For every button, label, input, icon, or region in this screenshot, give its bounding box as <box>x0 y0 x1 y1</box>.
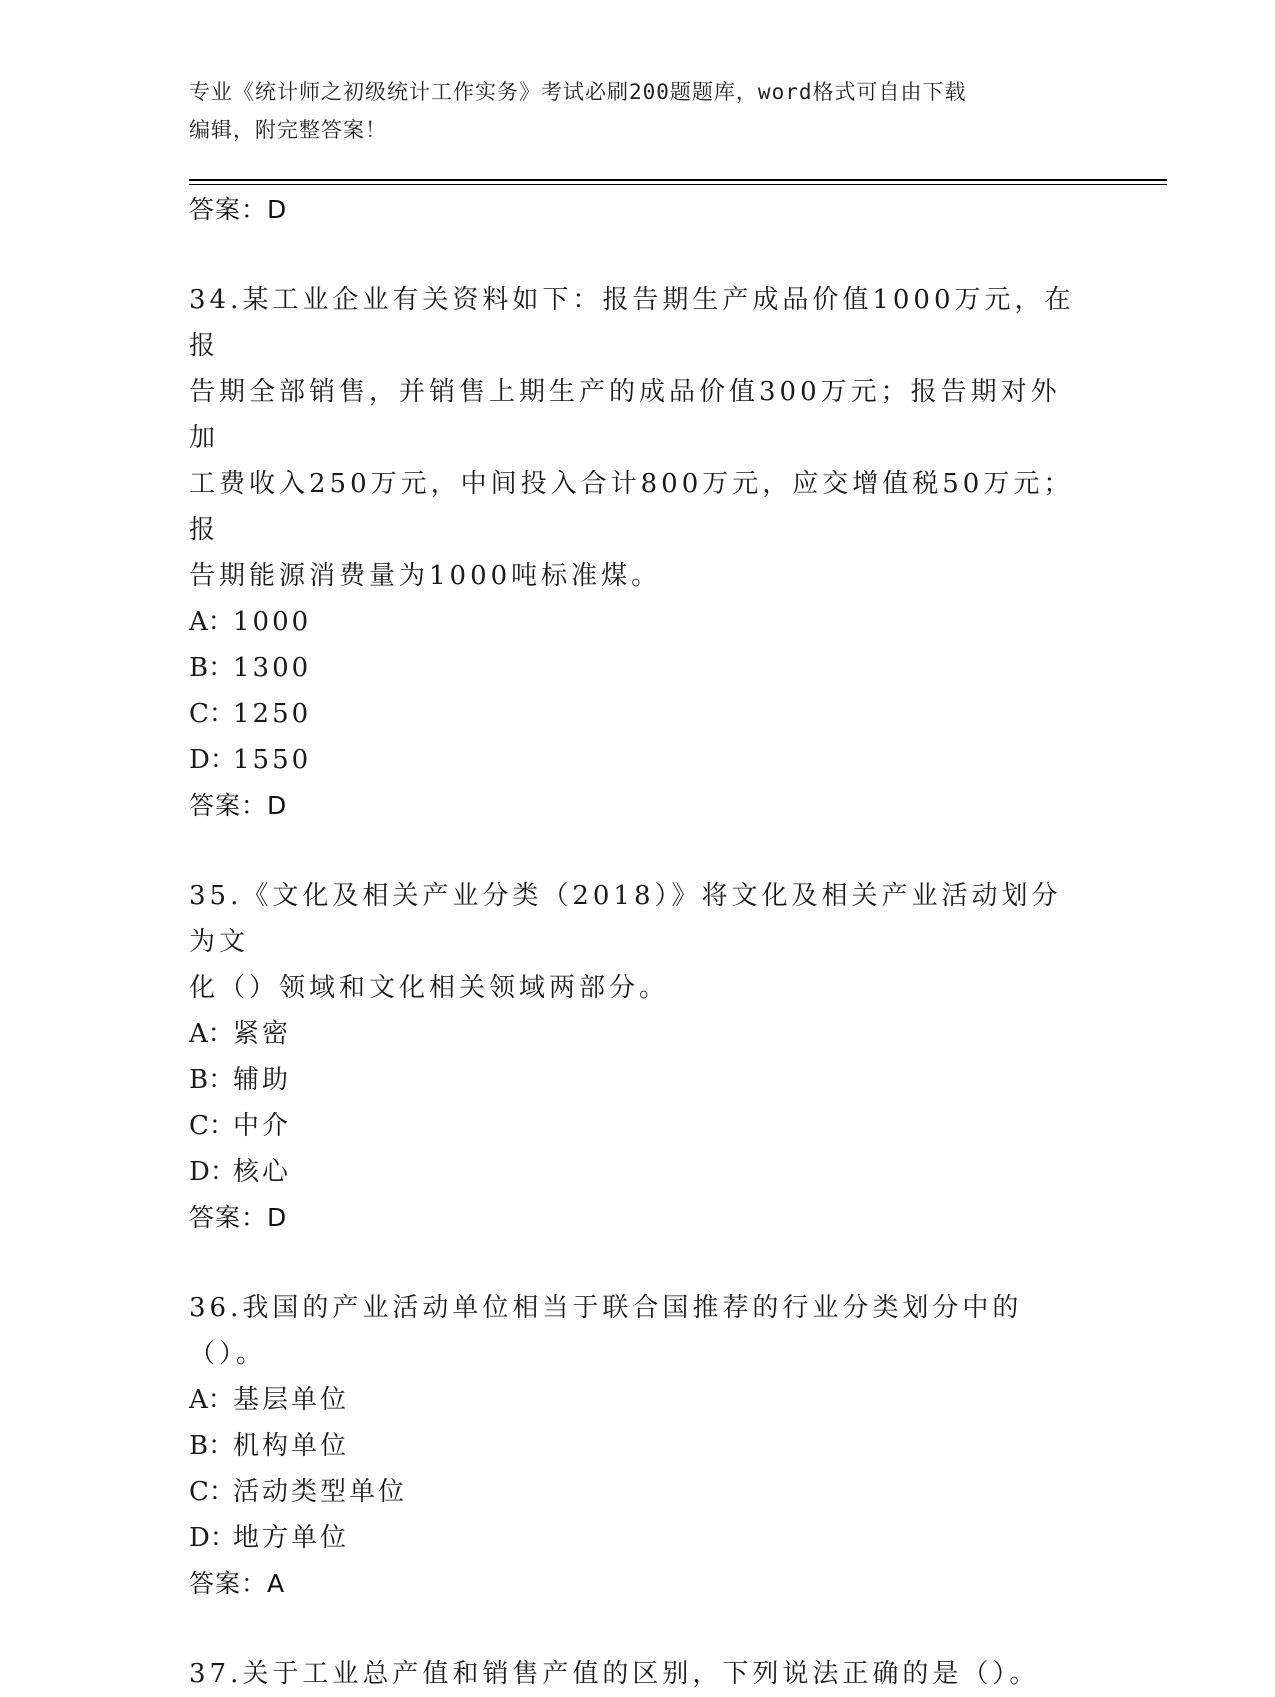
question-text <box>189 277 1089 599</box>
spacer <box>189 829 1089 873</box>
option-a <box>189 1011 1089 1057</box>
option-text: 中介 <box>233 1111 292 1141</box>
answer: 答案：D <box>189 1203 288 1232</box>
option-c <box>189 1469 1089 1515</box>
header-rule-thin <box>189 184 1167 185</box>
option-label: A： <box>189 607 234 637</box>
option-text: 1550 <box>233 745 312 775</box>
option-a <box>189 599 1089 645</box>
question-line: 37.关于工业总产值和销售产值的区别，下列说法正确的是（）。 <box>189 1659 1040 1689</box>
question-37 <box>189 1651 1089 1697</box>
header-line-2: 编辑，附完整答案！ <box>189 118 387 142</box>
question-36 <box>189 1285 1089 1607</box>
question-line: 34.某工业企业有关资料如下：报告期生产成品价值1000万元，在报 <box>189 285 1075 361</box>
option-label: C： <box>189 1111 235 1141</box>
option-text: 1250 <box>233 699 312 729</box>
spacer <box>189 1607 1089 1651</box>
option-label: B： <box>189 1065 235 1095</box>
option-d <box>189 1149 1089 1195</box>
option-text: 1000 <box>233 607 312 637</box>
option-b <box>189 1057 1089 1103</box>
answer: 答案：D <box>189 791 288 820</box>
spacer <box>189 1241 1089 1285</box>
option-text: 1300 <box>233 653 312 683</box>
question-line: 35.《文化及相关产业分类（2018）》将文化及相关产业活动划分为文 <box>189 881 1062 957</box>
header-line-1: 专业《统计师之初级统计工作实务》考试必刷200题题库，word格式可自由下载 <box>189 80 967 104</box>
question-text <box>189 1651 1089 1697</box>
option-label: D： <box>189 1523 236 1553</box>
previous-answer: 答案：D <box>189 195 288 224</box>
option-text: 核心 <box>233 1157 292 1187</box>
option-text: 机构单位 <box>233 1431 350 1461</box>
question-text <box>189 1285 1089 1377</box>
option-label: B： <box>189 653 235 683</box>
option-label: D： <box>189 1157 236 1187</box>
option-label: C： <box>189 699 235 729</box>
option-label: C： <box>189 1477 235 1507</box>
page-header <box>189 73 1079 149</box>
option-c <box>189 691 1089 737</box>
option-label: A： <box>189 1385 234 1415</box>
option-label: B： <box>189 1431 235 1461</box>
option-b <box>189 645 1089 691</box>
question-line: 告期能源消费量为1000吨标准煤。 <box>189 561 662 591</box>
option-text: 活动类型单位 <box>233 1477 408 1507</box>
option-text: 基层单位 <box>233 1385 350 1415</box>
question-line: 化（）领域和文化相关领域两部分。 <box>189 973 670 1003</box>
question-35 <box>189 873 1089 1241</box>
header-rule-thick <box>189 179 1167 181</box>
option-label: D： <box>189 745 236 775</box>
option-text: 地方单位 <box>233 1523 350 1553</box>
question-line: 36.我国的产业活动单位相当于联合国推荐的行业分类划分中的（）。 <box>189 1293 1023 1369</box>
option-text: 紧密 <box>233 1019 292 1049</box>
question-list <box>189 187 1089 1697</box>
option-c <box>189 1103 1089 1149</box>
option-a <box>189 1377 1089 1423</box>
option-d <box>189 737 1089 783</box>
question-line: 告期全部销售，并销售上期生产的成品价值300万元；报告期对外加 <box>189 377 1061 453</box>
option-text: 辅助 <box>233 1065 292 1095</box>
question-text <box>189 873 1089 1011</box>
answer: 答案：A <box>189 1569 286 1598</box>
option-d <box>189 1515 1089 1561</box>
question-34 <box>189 277 1089 829</box>
option-label: A： <box>189 1019 234 1049</box>
option-b <box>189 1423 1089 1469</box>
question-line: 工费收入250万元，中间投入合计800万元，应交增值税50万元；报 <box>189 469 1074 545</box>
